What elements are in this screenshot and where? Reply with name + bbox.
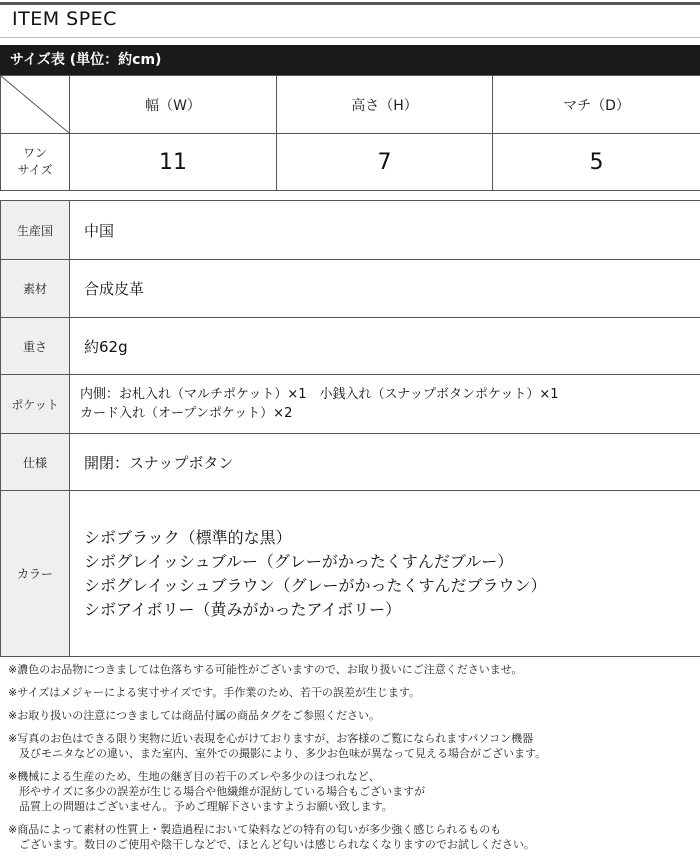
column-header-height: 高さ（H） [277, 76, 493, 134]
spec-label: 重さ [1, 318, 70, 375]
color-item: シボグレイッシュブラウン（グレーがかったくすんだブラウン） [84, 575, 547, 595]
note-line: ございます。数日のご使用や陰干しなどで、ほとんど匂いは感じられなくなりますのでお試しください。 [8, 838, 535, 851]
height-value: 7 [277, 134, 493, 191]
pocket-line: カード入れ（オープンポケット）×2 [80, 406, 293, 421]
size-table [0, 75, 700, 191]
spec-label: 生産国 [1, 201, 70, 260]
spec-label: 素材 [1, 260, 70, 318]
title-divider [0, 37, 700, 38]
color-item: シボブラック（標準的な黒） [84, 527, 292, 547]
color-list [70, 491, 700, 657]
note [8, 685, 696, 700]
note-line: ※サイズはメジャーによる実寸サイズです。手作業のため、若干の誤差が生じます。 [8, 686, 421, 699]
weight-value: 約62g [70, 318, 700, 375]
spec-row-colors [1, 491, 700, 657]
spec-row-material [1, 260, 700, 318]
spec-label: 仕様 [1, 434, 70, 491]
diagonal-line [1, 76, 69, 133]
spec-row-weight [1, 318, 700, 375]
closure-value: 開閉：スナップボタン [70, 434, 700, 491]
column-header-width: 幅（W） [70, 76, 277, 134]
spec-row-closure [1, 434, 700, 491]
spec-label: カラー [1, 491, 70, 657]
note-line: 形やサイズに多少の誤差が生じる場合や他繊維が混紡している場合もございますが [8, 785, 426, 798]
material-value: 合成皮革 [70, 260, 700, 318]
spec-row-pocket [1, 375, 700, 434]
note-line: ※写真のお色はできる限り実物に近い表現を心がけておりますが、お客様のご覧になられますパソコン機器 [8, 732, 534, 745]
note [8, 662, 696, 677]
notes-section [8, 662, 696, 852]
note-line: ※お取り扱いの注意につきましては商品付属の商品タグをご参照ください。 [8, 709, 380, 722]
note [8, 731, 696, 761]
pocket-value [70, 375, 700, 434]
spec-label: ポケット [1, 375, 70, 434]
pocket-line: 内側：お札入れ（マルチポケット）×1 小銭入れ（スナップボタンポケット）×1 [80, 387, 559, 402]
note-line: ※商品によって素材の性質上・製造過程において染料などの特有の匂いが多少強く感じられるものも [8, 823, 502, 836]
width-value: 11 [70, 134, 277, 191]
row-label-line: ワン [22, 146, 47, 160]
note-line: 品質上の問題はございません。予めご理解下さいますようお願い致します。 [8, 800, 393, 813]
origin-value: 中国 [70, 201, 700, 260]
top-rule [0, 2, 700, 5]
row-label-one-size [1, 134, 70, 191]
note-line: 及びモニタなどの違い、また室内、室外での撮影により、多少お色味が異なって見える場合がございます。 [8, 747, 547, 760]
column-header-depth: マチ（D） [493, 76, 700, 134]
color-item: シボアイボリー（黄みがかったアイボリー） [84, 599, 402, 619]
note-line: ※機械による生産のため、生地の継ぎ目の若干のズレや多少のほつれなど、 [8, 770, 380, 783]
row-label-line: サイズ [17, 163, 53, 177]
spec-table [0, 200, 700, 657]
spec-row-origin [1, 201, 700, 260]
note [8, 822, 696, 852]
note-line: ※濃色のお品物につきましては色落ちする可能性がございますので、お取り扱いにご注意くださいませ。 [8, 663, 523, 676]
diagonal-corner-cell [1, 76, 70, 134]
color-item: シボグレイッシュブルー（グレーがかったくすんだブルー） [84, 551, 514, 571]
depth-value: 5 [493, 134, 700, 191]
page-title: ITEM SPEC [12, 8, 117, 30]
size-table-title: サイズ表 (単位：約cm) [0, 45, 700, 75]
note [8, 708, 696, 723]
note [8, 769, 696, 814]
